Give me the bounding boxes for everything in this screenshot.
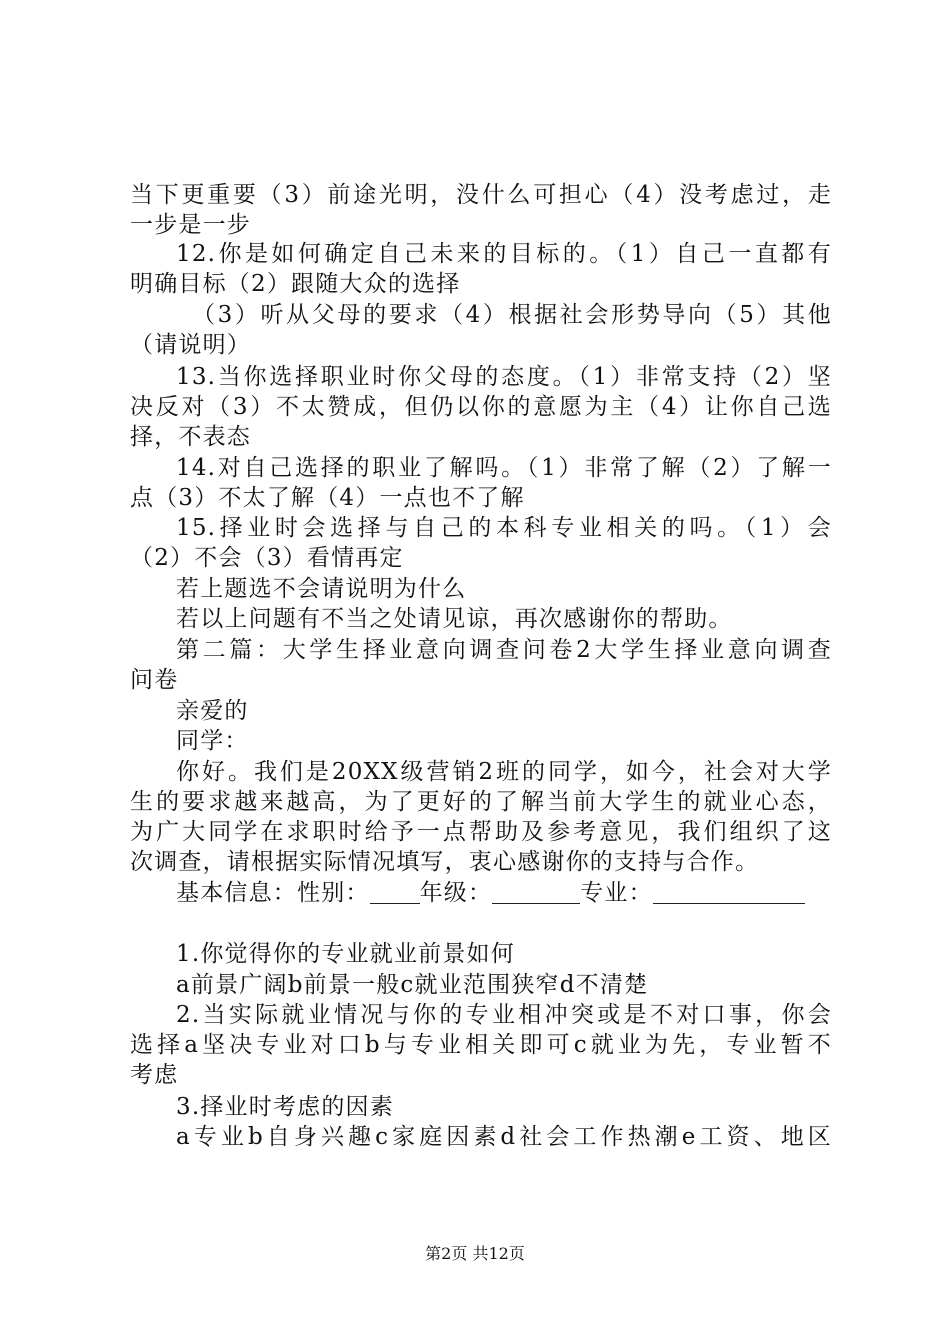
text-line: 决反对（3）不太赞成，但仍以你的意愿为主（4）让你自己选 [130, 394, 832, 420]
text-line: 次调查，请根据实际情况填写，衷心感谢你的支持与合作。 [130, 849, 760, 875]
text-line: （请说明） [130, 332, 251, 358]
major-blank[interactable] [653, 881, 805, 904]
text-line: 若以上问题有不当之处请见谅，再次感谢你的帮助。 [176, 606, 733, 632]
text-line: 明确目标（2）跟随大众的选择 [130, 271, 461, 297]
section-heading: 问卷 [130, 667, 179, 693]
question-options: a前景广阔b前景一般c就业范围狭窄d不清楚 [176, 972, 649, 998]
text-line: 15.择业时会选择与自己的本科专业相关的吗。（1）会 [176, 515, 832, 541]
text-line: 择，不表态 [130, 424, 251, 450]
text-line: （2）不会（3）看情再定 [130, 545, 404, 571]
text-line: 你好。我们是20XX级营销2班的同学，如今，社会对大学 [176, 759, 832, 785]
section-heading: 第二篇：大学生择业意向调查问卷2大学生择业意向调查 [176, 637, 832, 663]
text-line: 当下更重要（3）前途光明，没什么可担心（4）没考虑过，走 [130, 182, 832, 208]
text-line: 若上题选不会请说明为什么 [176, 576, 467, 602]
text-line: 为广大同学在求职时给予一点帮助及参考意见，我们组织了这 [130, 819, 832, 845]
page-footer [0, 1243, 950, 1265]
page-total: 共12页 [472, 1244, 525, 1263]
question-options: a专业b自身兴趣c家庭因素d社会工作热潮e工资、地区 [176, 1124, 832, 1150]
basic-info-label: 基本信息： [176, 880, 297, 906]
grade-blank[interactable] [492, 881, 580, 904]
grade-label: 年级： [419, 880, 493, 906]
major-label: 专业： [580, 880, 653, 906]
text-line: 生的要求越来越高，为了更好的了解当前大学生的就业心态， [130, 789, 832, 815]
question-text: 2.当实际就业情况与你的专业相冲突或是不对口事，你会 [176, 1002, 832, 1028]
text-line: （3）听从父母的要求（4）根据社会形势导向（5）其他 [192, 302, 832, 328]
text-line: 12.你是如何确定自己未来的目标的。（1）自己一直都有 [176, 241, 832, 267]
text-line: 一步是一步 [130, 212, 251, 238]
text-line: 13.当你选择职业时你父母的态度。（1）非常支持（2）坚 [176, 364, 832, 390]
question-text: 3.择业时考虑的因素 [176, 1094, 394, 1120]
text-line: 14.对自己选择的职业了解吗。（1）非常了解（2）了解一 [176, 455, 832, 481]
text-line: 点（3）不太了解（4）一点也不了解 [130, 485, 525, 511]
basic-info-row [176, 877, 832, 909]
question-text: 1.你觉得你的专业就业前景如何 [176, 941, 515, 967]
greeting: 同学： [176, 728, 249, 754]
gender-blank[interactable] [370, 881, 420, 904]
greeting: 亲爱的 [176, 698, 249, 724]
question-text: 选择a坚决专业对口b与专业相关即可c就业为先，专业暂不 [130, 1032, 832, 1058]
question-text: 考虑 [130, 1062, 179, 1088]
page-number: 第2页 [425, 1244, 468, 1263]
gender-label: 性别： [297, 880, 370, 906]
